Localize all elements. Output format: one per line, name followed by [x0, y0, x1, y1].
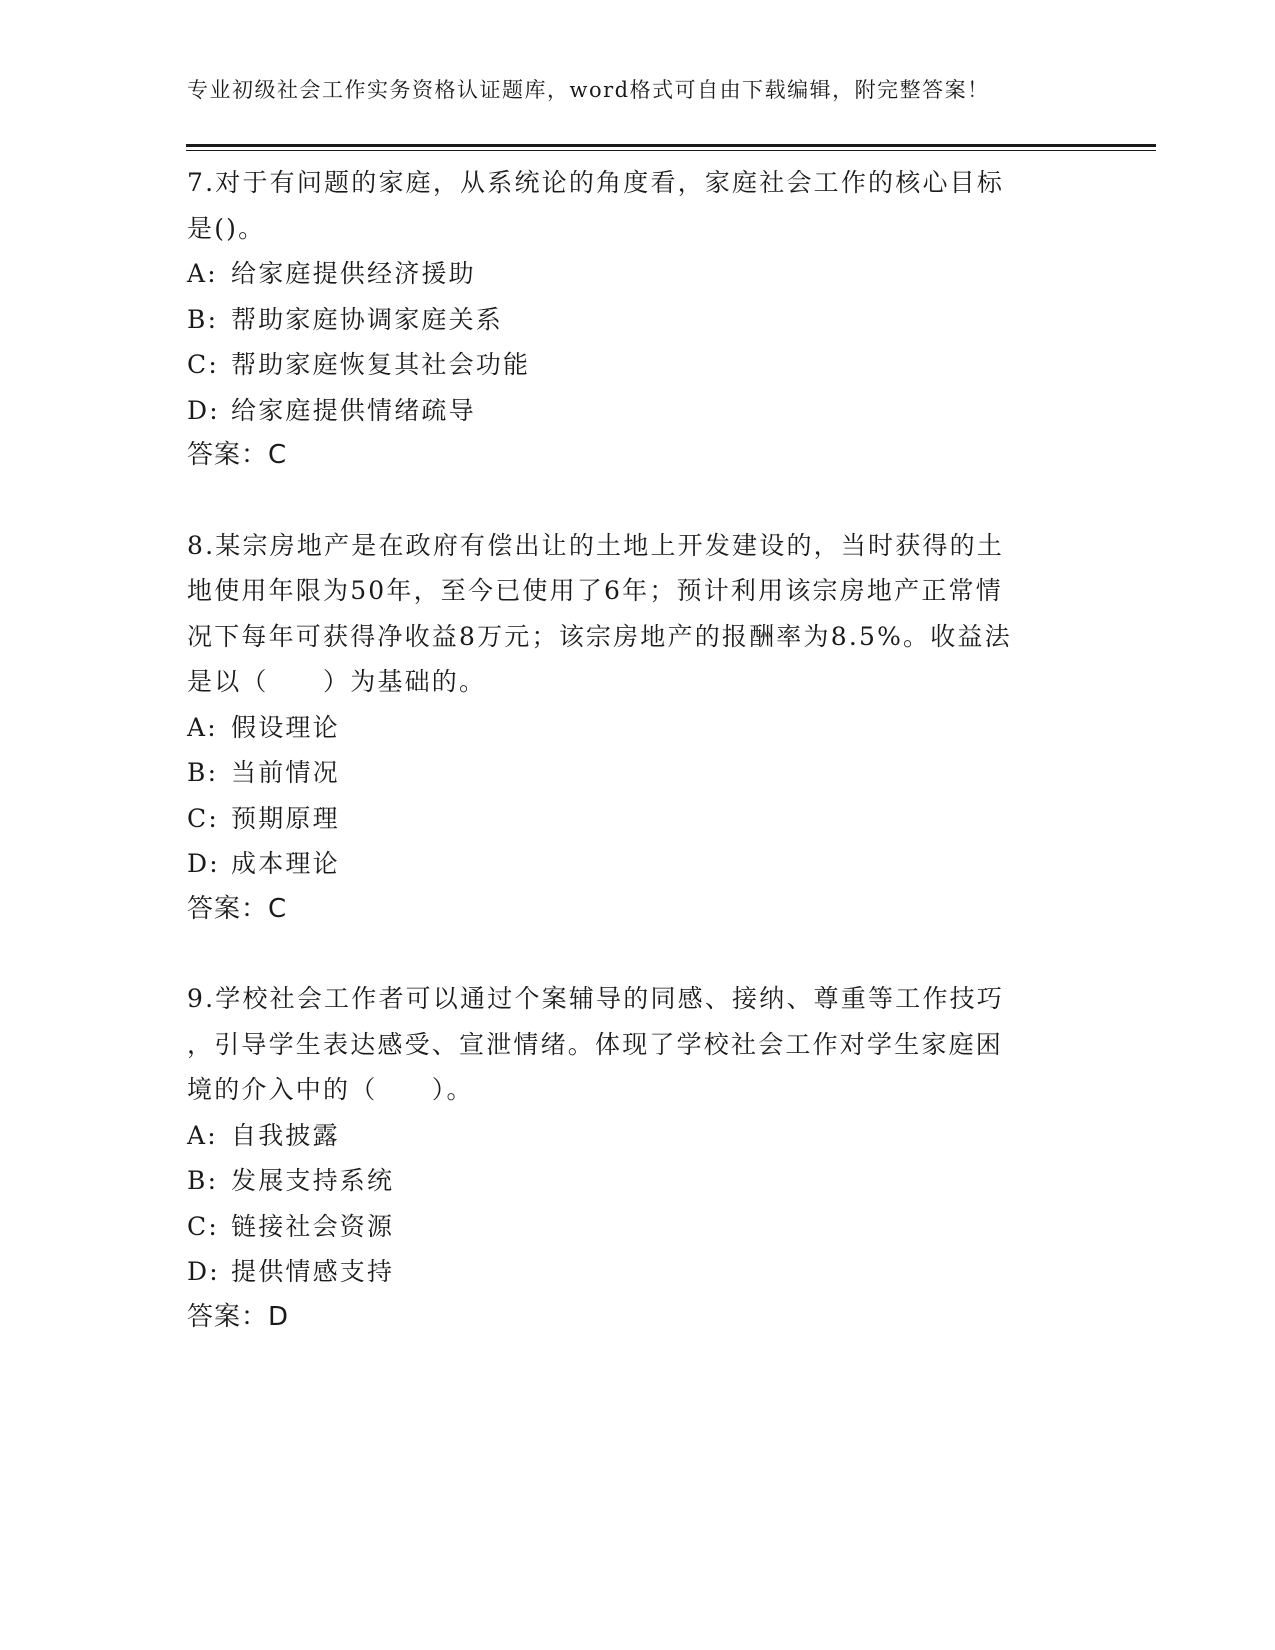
option-b [187, 1158, 1087, 1204]
answer: 答案：C [187, 440, 288, 470]
question-9 [187, 976, 1087, 1340]
option-key: A: [187, 712, 218, 742]
question-stem-line: 是以（ ）为基础的。 [187, 667, 487, 696]
option-text: 给家庭提供经济援助 [231, 259, 476, 288]
option-c [187, 342, 1087, 388]
option-text: 给家庭提供情绪疏导 [231, 395, 476, 425]
answer: 答案：C [187, 893, 288, 924]
option-text: 提供情感支持 [231, 1257, 395, 1286]
option-a [187, 705, 1087, 751]
option-key: B: [187, 1166, 219, 1195]
option-b [187, 297, 1087, 343]
option-d [187, 1249, 1087, 1295]
question-stem-line: 8.某宗房地产是在政府有偿出让的土地上开发建设的，当时获得的土 [187, 530, 1005, 560]
question-stem-line: 9.学校社会工作者可以通过个案辅导的同感、接纳、尊重等工作技巧 [187, 984, 1005, 1013]
question-stem-line: 7.对于有问题的家庭，从系统论的角度看，家庭社会工作的核心目标 [187, 168, 1005, 197]
question-stem-line: 地使用年限为50年，至今已使用了6年；预计利用该宗房地产正常情 [187, 576, 1003, 605]
question-7 [187, 160, 1087, 479]
option-b [187, 750, 1087, 796]
question-stem-line: 是()。 [187, 213, 266, 243]
option-c [187, 1204, 1087, 1250]
option-key: C: [187, 1211, 219, 1241]
option-c [187, 796, 1087, 842]
question-stem-line: 况下每年可获得净收益8万元；该宗房地产的报酬率为8.5%。收益法 [187, 621, 1012, 651]
question-stem-line: 境的介入中的（ ）。 [187, 1075, 474, 1104]
option-text: 链接社会资源 [231, 1211, 395, 1241]
option-text: 假设理论 [231, 712, 340, 742]
page-header: 专业初级社会工作实务资格认证题库，word格式可自由下载编辑，附完整答案！ [187, 78, 990, 102]
option-d [187, 841, 1087, 887]
answer: 答案：D [187, 1301, 290, 1332]
question-8 [187, 523, 1087, 933]
option-key: B: [187, 304, 219, 334]
option-key: D: [187, 395, 220, 425]
option-text: 帮助家庭协调家庭关系 [231, 304, 504, 334]
option-key: D: [187, 1257, 220, 1286]
option-a [187, 251, 1087, 297]
question-list [187, 160, 1087, 1340]
option-key: C: [187, 803, 219, 833]
option-a [187, 1113, 1087, 1159]
option-text: 发展支持系统 [231, 1166, 395, 1195]
question-stem-line: ，引导学生表达感受、宣泄情绪。体现了学校社会工作对学生家庭困 [187, 1029, 1004, 1059]
option-key: D: [187, 849, 220, 878]
header-rule-thick [186, 144, 1156, 147]
option-text: 自我披露 [231, 1120, 340, 1150]
option-key: A: [187, 259, 218, 288]
option-text: 预期原理 [231, 803, 340, 833]
option-text: 成本理论 [231, 849, 340, 878]
header-rule-thin [186, 150, 1156, 151]
option-key: A: [187, 1120, 218, 1150]
option-d [187, 388, 1087, 434]
option-text: 当前情况 [231, 758, 340, 787]
option-key: C: [187, 350, 219, 379]
option-key: B: [187, 758, 219, 787]
option-text: 帮助家庭恢复其社会功能 [231, 350, 531, 379]
